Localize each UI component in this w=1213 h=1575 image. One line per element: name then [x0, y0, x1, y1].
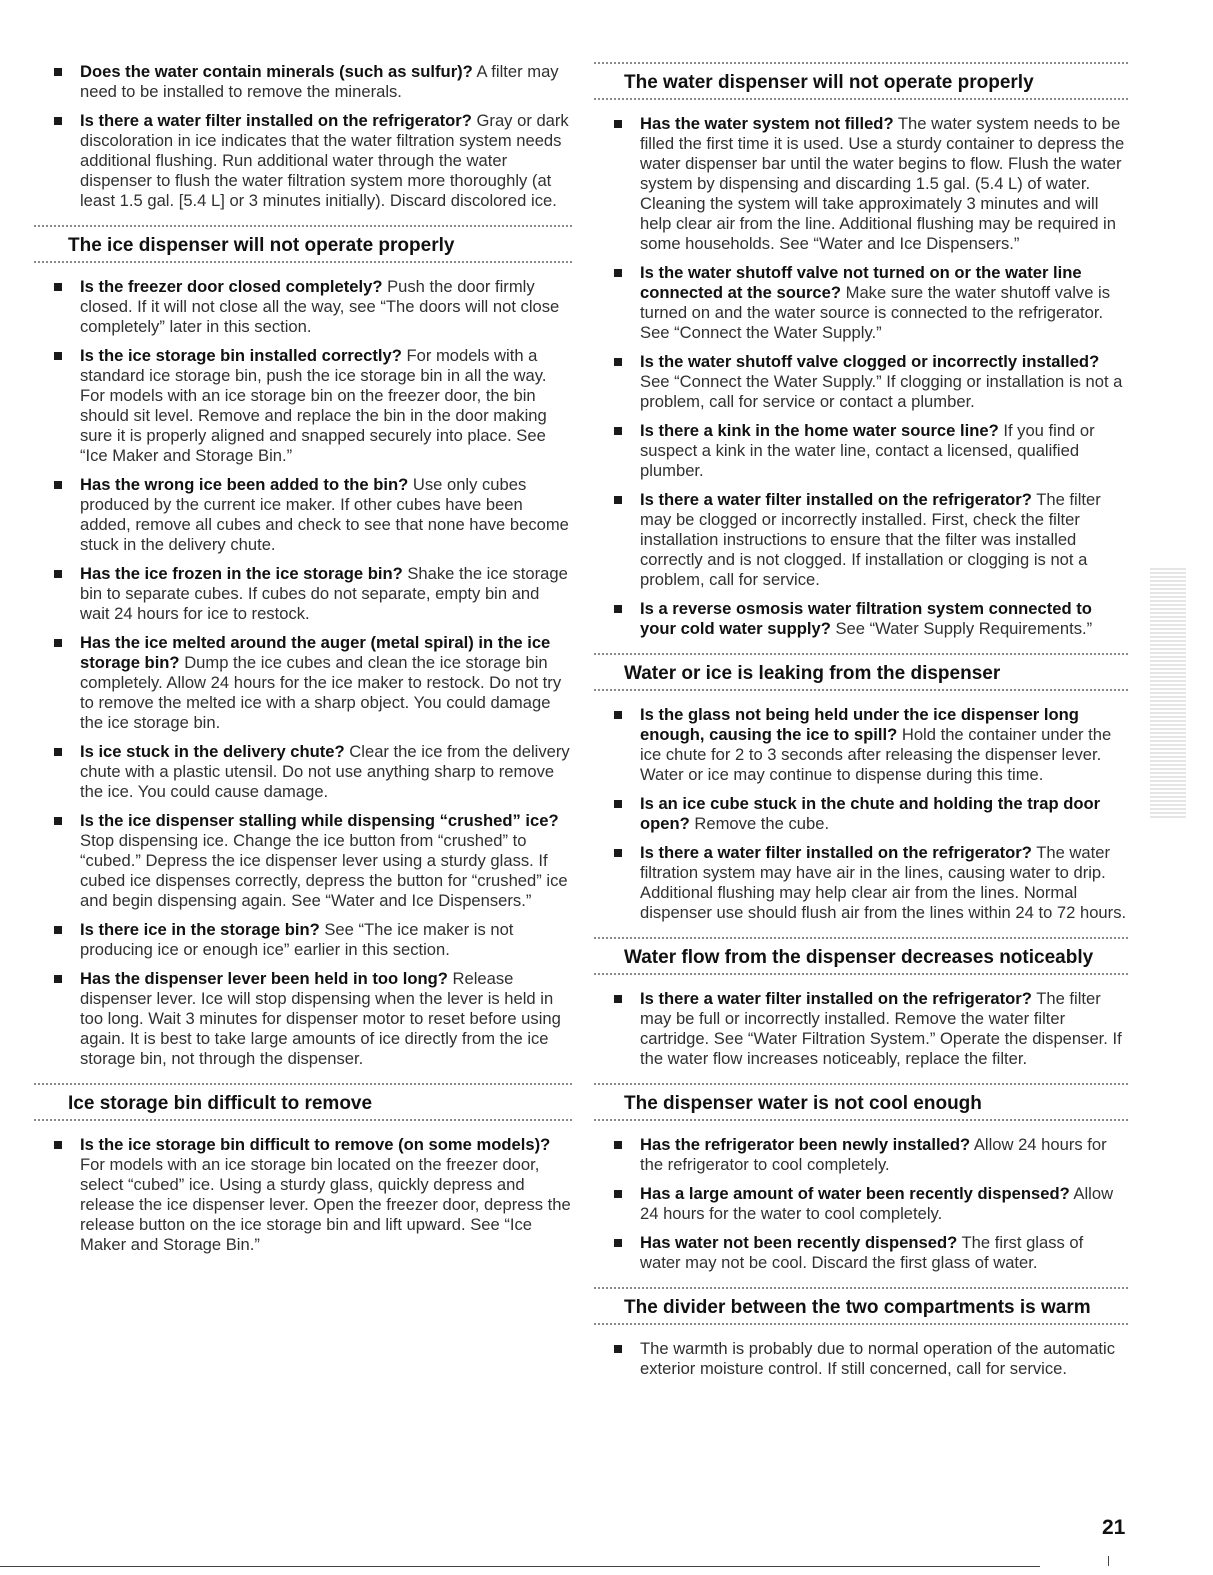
scan-watermark: [1150, 568, 1186, 818]
item-question: Is the ice dispenser stalling while dispensing “crushed” ice?: [80, 811, 559, 830]
dotted-rule: [34, 261, 572, 263]
troubleshooting-item: [604, 490, 1128, 590]
troubleshooting-item: [604, 1135, 1128, 1175]
troubleshooting-item: [44, 920, 572, 960]
item-answer: Use only cubes produced by the current ice maker. If other cubes have been added, remove all cubes and check to see that none have become stuck in the delivery chute.: [80, 475, 569, 554]
square-bullet-icon: [54, 570, 62, 578]
footer-crop-mark: [1108, 1556, 1119, 1566]
item-question: Is there a water filter installed on the refrigerator?: [640, 989, 1032, 1008]
item-question: Has the ice melted around the auger (metal spiral) in the ice storage bin?: [80, 633, 551, 672]
item-question: Does the water contain minerals (such as sulfur)?: [80, 62, 473, 81]
troubleshooting-item: [44, 969, 572, 1069]
dotted-rule: [594, 98, 1128, 100]
square-bullet-icon: [54, 975, 62, 983]
square-bullet-icon: [614, 358, 622, 366]
item-question: Has the ice frozen in the ice storage bin?: [80, 564, 403, 583]
item-answer: The water filtration system may have air in the lines, causing water to drip. Additional flushing may help clear air from the lines. Normal dispenser use should flush air from the lines within 24 to 72 hours.: [640, 843, 1127, 922]
square-bullet-icon: [614, 711, 622, 719]
item-question: Is ice stuck in the delivery chute?: [80, 742, 345, 761]
square-bullet-icon: [54, 748, 62, 756]
item-question: Is there a water filter installed on the refrigerator?: [640, 490, 1032, 509]
item-question: Is an ice cube stuck in the chute and holding the trap door open?: [640, 794, 1101, 833]
section-heading-block: [44, 1083, 572, 1121]
item-question: Has the wrong ice been added to the bin?: [80, 475, 409, 494]
item-answer: See “Connect the Water Supply.” If clogging or installation is not a problem, call for service or contact a plumber.: [640, 372, 1123, 411]
section-heading: The divider between the two compartments is warm: [624, 1297, 1091, 1318]
item-answer: The first glass of water may not be cool. Discard the first glass of water.: [640, 1233, 1084, 1272]
item-answer: Release dispenser lever. Ice will stop dispensing when the lever is held in too long. Wait 3 minutes for dispenser motor to reset before using again. It is best to take large amounts of ice directly from the ice storage bin, not through the dispenser.: [80, 969, 561, 1068]
troubleshooting-item: [604, 989, 1128, 1069]
section-heading-block: [604, 1083, 1128, 1121]
square-bullet-icon: [614, 605, 622, 613]
troubleshooting-item: [44, 633, 572, 733]
item-question: Is there a kink in the home water source line?: [640, 421, 999, 440]
item-question: Is the ice storage bin difficult to remove (on some models)?: [80, 1135, 551, 1154]
troubleshooting-item: [44, 564, 572, 624]
item-answer: Hold the container under the ice chute for 2 to 3 seconds after releasing the dispenser lever. Water or ice may continue to dispense during this time.: [640, 725, 1112, 784]
item-question: Has the dispenser lever been held in too long?: [80, 969, 448, 988]
item-answer: Shake the ice storage bin to separate cubes. If cubes do not separate, empty bin and wait 24 hours for ice to restock.: [80, 564, 568, 623]
section-heading-block: [604, 937, 1128, 975]
troubleshooting-item: [604, 794, 1128, 834]
square-bullet-icon: [614, 1141, 622, 1149]
footer-rule: [0, 1566, 1040, 1567]
item-answer: A filter may need to be installed to remove the minerals.: [80, 62, 559, 101]
item-question: Is the water shutoff valve not turned on or the water line connected at the source?: [640, 263, 1082, 302]
troubleshooting-item: [44, 742, 572, 802]
item-answer: If you find or suspect a kink in the water line, contact a licensed, qualified plumber.: [640, 421, 1095, 480]
troubleshooting-item: [44, 62, 572, 102]
item-answer: The filter may be full or incorrectly installed. Remove the water filter cartridge. See “Water Filtration System.” Operate the dispenser. If the water flow increases noticeably, replace the filter.: [640, 989, 1122, 1068]
item-question: Has the refrigerator been newly installed?: [640, 1135, 971, 1154]
item-answer: Gray or dark discoloration in ice indicates that the water filtration system needs additional flushing. Run additional water through the water dispenser to flush the water filtration system more thoroughly (at least 1.5 gal. [5.4 L] or 3 minutes initially). Discard discolored ice.: [80, 111, 569, 210]
section-heading-block: [44, 225, 572, 263]
square-bullet-icon: [54, 117, 62, 125]
square-bullet-icon: [54, 481, 62, 489]
item-question: Is there a water filter installed on the refrigerator?: [640, 843, 1032, 862]
left-column: [44, 62, 572, 1264]
item-question: Is the freezer door closed completely?: [80, 277, 383, 296]
section-heading-block: [604, 653, 1128, 691]
item-question: Has water not been recently dispensed?: [640, 1233, 958, 1252]
square-bullet-icon: [614, 120, 622, 128]
section-heading: The dispenser water is not cool enough: [624, 1093, 982, 1114]
troubleshooting-item: [604, 1339, 1128, 1379]
item-question: Is the glass not being held under the ice dispenser long enough, causing the ice to spill?: [640, 705, 1079, 744]
square-bullet-icon: [614, 1239, 622, 1247]
item-answer: For models with an ice storage bin located on the freezer door, select “cubed” ice. Using a sturdy glass, quickly depress and release the ice dispenser lever. Open the freezer door, depress the release button on the ice storage bin and lift upward. See “Ice Maker and Storage Bin.”: [80, 1155, 571, 1254]
troubleshooting-item: [44, 277, 572, 337]
right-column: [604, 62, 1128, 1388]
troubleshooting-item: [604, 599, 1128, 639]
square-bullet-icon: [54, 283, 62, 291]
square-bullet-icon: [614, 1345, 622, 1353]
square-bullet-icon: [54, 926, 62, 934]
dotted-rule: [594, 1323, 1128, 1325]
section-heading-block: [604, 1287, 1128, 1325]
item-question: Has a large amount of water been recently dispensed?: [640, 1184, 1070, 1203]
square-bullet-icon: [54, 1141, 62, 1149]
dotted-rule: [594, 1119, 1128, 1121]
item-answer: For models with a standard ice storage bin, push the ice storage bin in all the way. For models with an ice storage bin on the freezer door, the bin should sit level. Remove and replace the bin in the door making sure it is properly aligned and snapped securely into place. See “Ice Maker and Storage Bin.”: [80, 346, 547, 465]
item-answer: The filter may be clogged or incorrectly installed. First, check the filter installation instructions to ensure that the filter was installed correctly and is not clogged. If installation or clogging is not a problem, call for service.: [640, 490, 1101, 589]
item-question: Has the water system not filled?: [640, 114, 894, 133]
troubleshooting-item: [604, 421, 1128, 481]
troubleshooting-item: [604, 114, 1128, 254]
item-question: Is the ice storage bin installed correctly?: [80, 346, 402, 365]
square-bullet-icon: [614, 800, 622, 808]
square-bullet-icon: [614, 427, 622, 435]
square-bullet-icon: [614, 496, 622, 504]
troubleshooting-item: [44, 111, 572, 211]
section-heading-block: [604, 62, 1128, 100]
square-bullet-icon: [54, 352, 62, 360]
square-bullet-icon: [54, 639, 62, 647]
item-question: Is the water shutoff valve clogged or incorrectly installed?: [640, 352, 1100, 371]
section-heading: The water dispenser will not operate properly: [624, 72, 1034, 93]
item-answer: The warmth is probably due to normal operation of the automatic exterior moisture control. If still concerned, call for service.: [640, 1339, 1116, 1378]
item-answer: Allow 24 hours for the refrigerator to cool completely.: [640, 1135, 1107, 1174]
troubleshooting-item: [604, 352, 1128, 412]
page-number: 21: [1102, 1516, 1126, 1539]
item-answer: Clear the ice from the delivery chute with a plastic utensil. Do not use anything sharp to remove the ice. You could cause damage.: [80, 742, 570, 801]
item-answer: The water system needs to be filled the first time it is used. Use a sturdy container to depress the water dispenser bar until the water begins to flow. Flush the water system by dispensing and discarding 1.5 gal. (5.4 L) of water. Cleaning the system will take approximately 3 minutes and will help clear air from the line. Additional flushing may be required in some households. See “Water and Ice Dispensers.”: [640, 114, 1125, 253]
troubleshooting-item: [44, 346, 572, 466]
square-bullet-icon: [54, 817, 62, 825]
square-bullet-icon: [614, 269, 622, 277]
item-answer: See “The ice maker is not producing ice or enough ice” earlier in this section.: [80, 920, 514, 959]
item-question: Is there a water filter installed on the refrigerator?: [80, 111, 472, 130]
troubleshooting-item: [604, 705, 1128, 785]
square-bullet-icon: [614, 995, 622, 1003]
troubleshooting-item: [604, 1184, 1128, 1224]
troubleshooting-item: [44, 811, 572, 911]
section-heading: The ice dispenser will not operate properly: [68, 235, 455, 256]
item-answer: Stop dispensing ice. Change the ice button from “crushed” to “cubed.” Depress the ice dispenser lever using a sturdy glass. If cubed ice dispenses correctly, depress the button for “crushed” ice and begin dispensing again. See “Water and Ice Dispensers.”: [80, 831, 568, 910]
dotted-rule: [594, 973, 1128, 975]
section-heading: Water flow from the dispenser decreases noticeably: [624, 947, 1094, 968]
item-answer: Make sure the water shutoff valve is turned on and the water source is connected to the refrigerator. See “Connect the Water Supply.”: [640, 283, 1111, 342]
troubleshooting-item: [44, 1135, 572, 1255]
square-bullet-icon: [614, 1190, 622, 1198]
section-heading: Water or ice is leaking from the dispenser: [624, 663, 1001, 684]
item-question: Is there ice in the storage bin?: [80, 920, 320, 939]
troubleshooting-item: [604, 263, 1128, 343]
square-bullet-icon: [614, 849, 622, 857]
item-answer: Push the door firmly closed. If it will not close all the way, see “The doors will not close completely” later in this section.: [80, 277, 560, 336]
dotted-rule: [594, 689, 1128, 691]
troubleshooting-item: [604, 1233, 1128, 1273]
item-question: Is a reverse osmosis water filtration system connected to your cold water supply?: [640, 599, 1092, 638]
square-bullet-icon: [54, 68, 62, 76]
item-answer: Allow 24 hours for the water to cool completely.: [640, 1184, 1114, 1223]
section-heading: Ice storage bin difficult to remove: [68, 1093, 373, 1114]
troubleshooting-item: [44, 475, 572, 555]
troubleshooting-item: [604, 843, 1128, 923]
dotted-rule: [34, 1119, 572, 1121]
item-answer: Dump the ice cubes and clean the ice storage bin completely. Allow 24 hours for the ice maker to restock. Do not try to remove the melted ice with a sharp object. You could damage the ice storage bin.: [80, 653, 562, 732]
item-answer: Remove the cube.: [689, 814, 830, 833]
item-answer: See “Water Supply Requirements.”: [830, 619, 1093, 638]
